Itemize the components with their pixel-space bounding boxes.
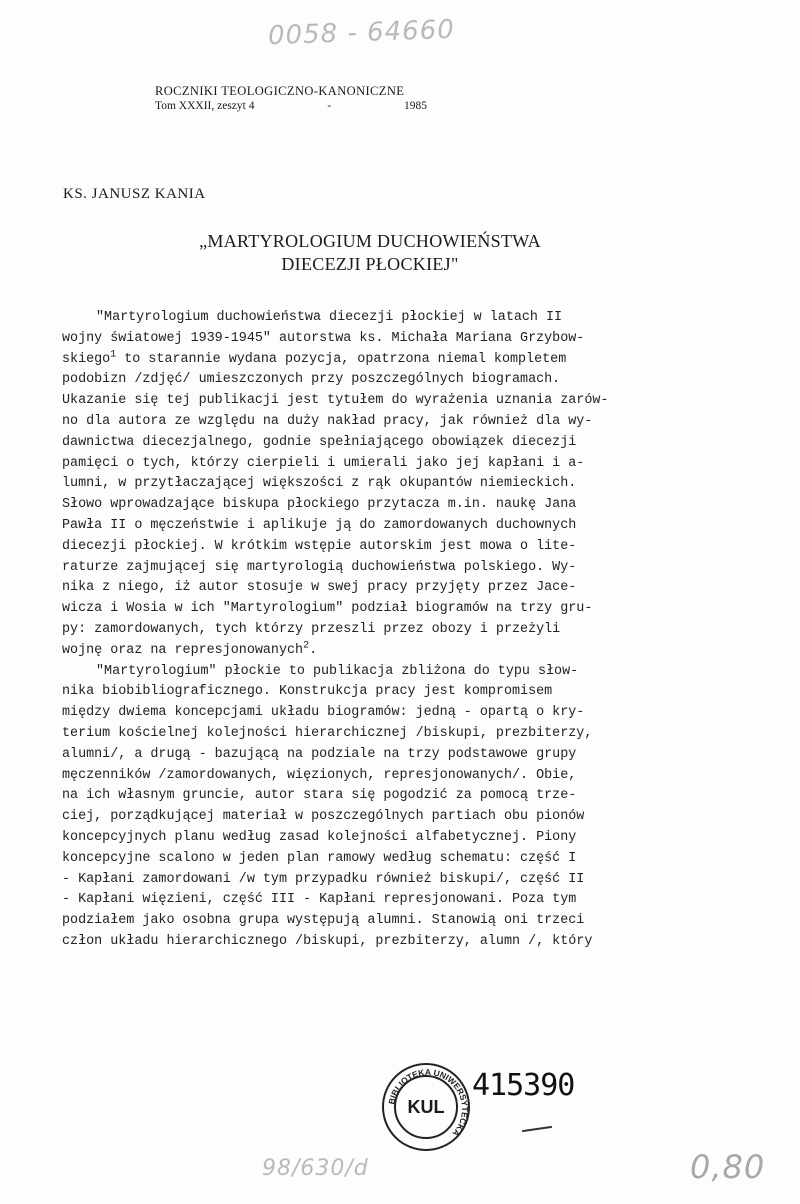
body-line: nika z niego, iż autor stosuje w swej pracy przyjęty przez Jace-	[62, 580, 577, 596]
body-line: wicza i Wosia w ich "Martyrologium" podział biogramów na trzy gru-	[62, 601, 593, 617]
body-line: pamięci o tych, którzy cierpieli i umierali jako jej kapłani i a-	[62, 455, 585, 471]
stamp-ring-label: BIBLIOTEKA UNIWERSYTECKA	[386, 1066, 471, 1139]
journal-year: 1985	[403, 100, 427, 112]
stamp-center: KUL	[394, 1075, 458, 1139]
body-line-part: to starannie wydana pozycja, opatrzona niemal kompletem	[116, 351, 567, 367]
handwritten-price: 0,80	[690, 1148, 766, 1186]
stamp-dash	[522, 1126, 552, 1132]
body-line: Ukazanie się tej publikacji jest tytułem do wyrażenia uznania zarów-	[62, 393, 609, 409]
journal-separator: -	[327, 100, 332, 112]
stamp-ring-text	[384, 1065, 472, 1153]
body-line: człon układu hierarchicznego /biskupi, prezbiterzy, alumn /, który	[62, 933, 593, 949]
body-line	[62, 641, 722, 662]
body-line: raturze zajmującej się martyrologią duchowieństwa polskiego. Wy-	[62, 559, 577, 575]
body-line: lumni, w przytłaczającej większości z rąk okupantów niemieckich.	[62, 476, 577, 492]
body-line: nika biobibliograficznego. Konstrukcja pracy jest kompromisem	[62, 684, 553, 700]
body-line: ciej, porządkującej materiał w poszczególnych partiach obu pionów	[62, 809, 585, 825]
body-line: dawnictwa diecezjalnego, godnie spełniającego obowiązek diecezji	[62, 434, 577, 450]
body-line: no dla autora ze względu na duży nakład pracy, jak również dla wy-	[62, 413, 593, 429]
journal-title: ROCZNIKI TEOLOGICZNO-KANONICZNE	[155, 84, 405, 98]
body-line: - Kapłani zamordowani /w tym przypadku również biskupi/, część II	[62, 871, 585, 887]
body-line-part: .	[309, 642, 318, 658]
body-line: - Kapłani więzieni, część III - Kapłani represjonowani. Poza tym	[62, 892, 577, 908]
footnote-marker: 1	[110, 349, 117, 361]
journal-header	[155, 84, 427, 114]
title-line: „MARTYROLOGIUM DUCHOWIEŃSTWA	[199, 231, 541, 251]
library-stamp	[382, 1063, 470, 1151]
handwritten-catalog-number: 0058 - 64660	[267, 14, 456, 52]
journal-volume: Tom XXXII, zeszyt 4	[155, 100, 255, 112]
body-line: między dwiema koncepcjami układu biogramów: jedną - opartą o kry-	[62, 705, 585, 721]
article-title	[100, 230, 640, 276]
body-line: wojny światowej 1939-1945" autorstwa ks. Michała Mariana Grzybow-	[62, 330, 585, 346]
body-line: "Martyrologium" płockie to publikacja zbliżona do typu słow-	[96, 663, 579, 679]
stamp-inventory-number: 415390	[472, 1068, 575, 1103]
body-text	[62, 308, 722, 953]
body-line: diecezji płockiej. W krótkim wstępie autorskim jest mowa o lite-	[62, 538, 577, 554]
body-line: Słowo wprowadzające biskupa płockiego przytacza m.in. naukę Jana	[62, 497, 577, 513]
body-line-part: wojnę oraz na represjonowanych	[62, 642, 304, 658]
body-line: "Martyrologium duchowieństwa diecezji płockiej w latach II	[96, 310, 563, 325]
svg-text:BIBLIOTEKA UNIWERSYTECKA	[386, 1067, 470, 1138]
handwritten-shelf-mark: 98/630/d	[262, 1156, 369, 1181]
author-name: KS. JANUSZ KANIA	[63, 186, 206, 202]
footnote-marker: 2	[303, 640, 310, 652]
journal-issue-row	[155, 99, 427, 114]
body-line: alumni/, a drugą - bazującą na podziale na trzy podstawowe grupy	[62, 746, 577, 762]
body-line: podziałem jako osobna grupa występują alumni. Stanowią oni trzeci	[62, 913, 585, 929]
title-line: DIECEZJI PŁOCKIEJ"	[281, 254, 459, 274]
body-line: py: zamordowanych, tych którzy przeszli przez obozy i przeżyli	[62, 621, 561, 637]
body-line: terium kościelnej kolejności hierarchicznej /biskupi, prezbiterzy,	[62, 725, 593, 741]
body-line: koncepcyjne scalono w jeden plan ramowy według schematu: część I	[62, 850, 577, 866]
body-line: Pawła II o męczeństwie i aplikuje ją do zamordowanych duchownych	[62, 517, 577, 533]
body-line: koncepcyjnych planu według zasad kolejności alfabetycznej. Piony	[62, 829, 577, 845]
body-line: na ich własnym gruncie, autor stara się pogodzić za pomocą trze-	[62, 788, 577, 804]
body-line-part: skiego	[62, 351, 111, 367]
body-line: podobizn /zdjęć/ umieszczonych przy poszczególnych biogramach.	[62, 372, 561, 388]
body-line	[62, 350, 722, 371]
body-line: męczenników /zamordowanych, więzionych, represjonowanych/. Obie,	[62, 767, 577, 783]
